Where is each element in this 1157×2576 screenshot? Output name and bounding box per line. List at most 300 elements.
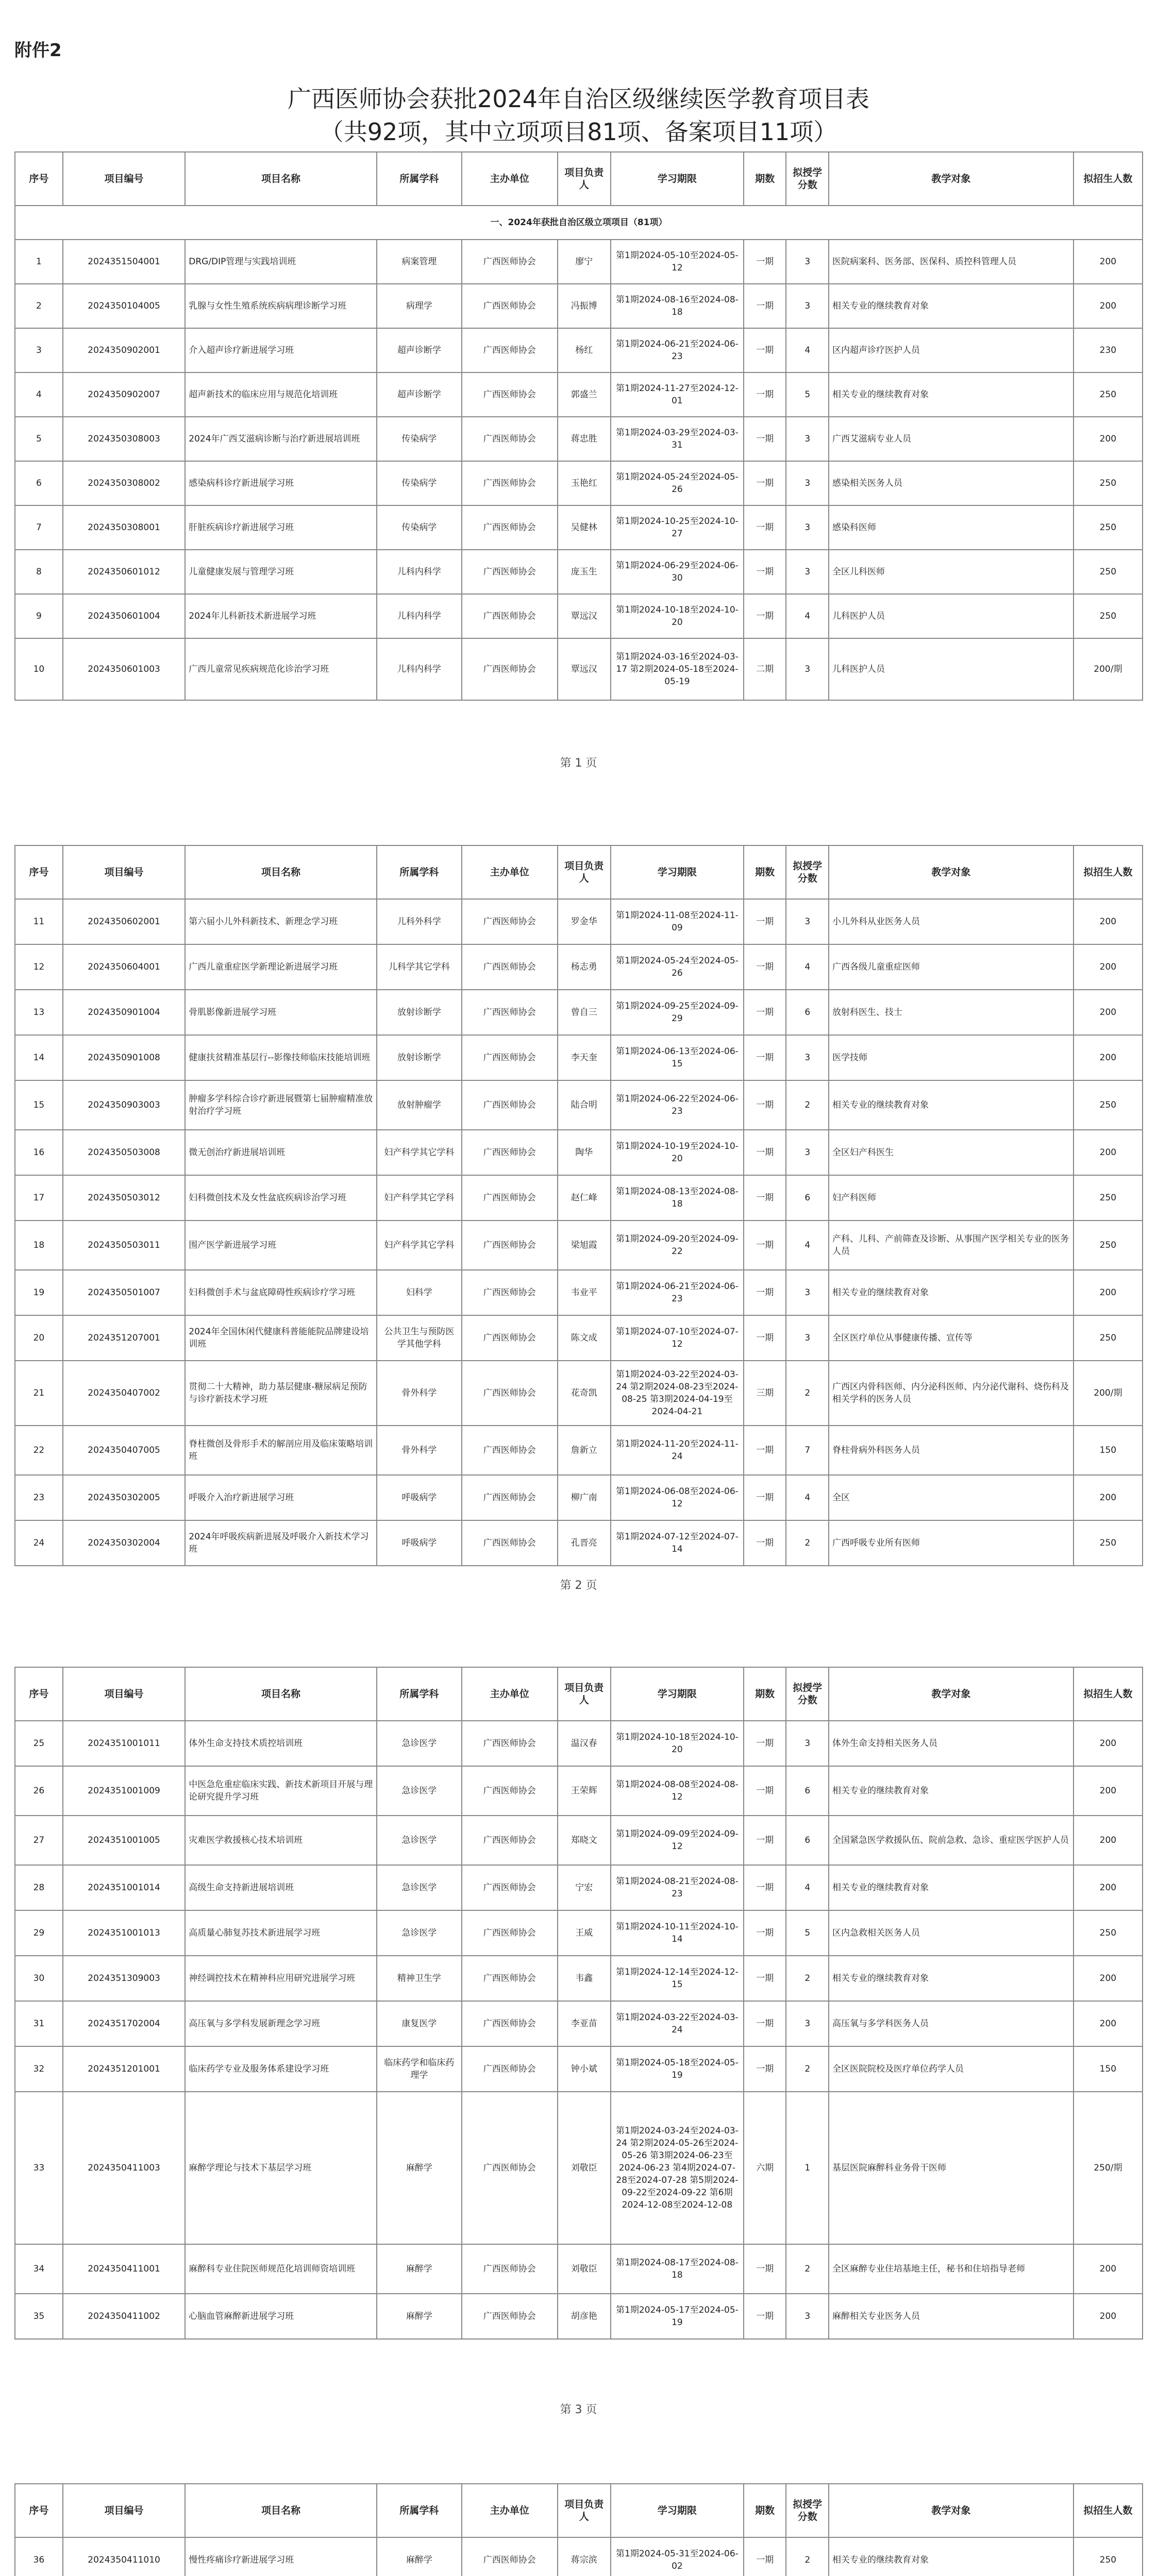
header-row [15,2484,1143,2537]
column-header: 学习期限 [611,845,744,899]
project-table-page-4 [14,2483,1143,2576]
cell-name: 神经调控技术在精神科应用研究进展学习班 [185,1956,377,2001]
cell-period: 第1期2024-08-17至2024-08-18 [611,2244,744,2294]
cell-credit: 2 [786,2244,829,2294]
cell-no: 8 [15,550,63,594]
cell-subject: 传染病学 [377,417,462,461]
cell-period: 第1期2024-06-22至2024-06-23 [611,1080,744,1130]
cell-times: 一期 [744,1721,786,1766]
cell-lead: 刘敬臣 [558,2092,611,2244]
cell-name: 儿童健康发展与管理学习班 [185,550,377,594]
cell-no: 32 [15,2046,63,2092]
cell-code: 2024350411001 [63,2244,185,2294]
column-header: 所属学科 [377,1667,462,1721]
cell-lead: 柳广南 [558,1475,611,1520]
cell-subject: 儿科内科学 [377,594,462,638]
cell-org: 广西医师协会 [462,505,558,550]
cell-target: 儿科医护人员 [829,638,1074,700]
cell-subject: 超声诊断学 [377,328,462,372]
cell-times: 一期 [744,1766,786,1816]
cell-subject: 急诊医学 [377,1816,462,1865]
cell-num: 250 [1074,1315,1143,1361]
cell-name: 妇科微创手术与盆底障碍性疾病诊疗学习班 [185,1270,377,1315]
cell-times: 一期 [744,2244,786,2294]
cell-code: 2024350902001 [63,328,185,372]
cell-no: 18 [15,1221,63,1270]
cell-subject: 骨外科学 [377,1361,462,1426]
cell-period: 第1期2024-07-12至2024-07-14 [611,1520,744,1566]
cell-credit: 7 [786,1426,829,1475]
cell-no: 1 [15,240,63,284]
cell-times: 一期 [744,1130,786,1175]
cell-credit: 3 [786,2001,829,2046]
cell-period: 第1期2024-06-13至2024-06-15 [611,1035,744,1080]
cell-lead: 花奇凯 [558,1361,611,1426]
cell-name: 2024年广西艾滋病诊断与治疗新进展培训班 [185,417,377,461]
column-header: 所属学科 [377,2484,462,2537]
cell-org: 广西医师协会 [462,1816,558,1865]
cell-name: 脊柱微创及骨形手术的解剖应用及临床策略培训班 [185,1426,377,1475]
cell-period: 第1期2024-11-27至2024-12-01 [611,372,744,417]
cell-credit: 3 [786,1270,829,1315]
cell-lead: 刘敬臣 [558,2244,611,2294]
cell-period: 第1期2024-10-18至2024-10-20 [611,1721,744,1766]
cell-target: 高压氧与多学科医务人员 [829,2001,1074,2046]
cell-times: 一期 [744,505,786,550]
cell-num: 200 [1074,944,1143,990]
document-title: 广西医师协会获批2024年自治区级继续医学教育项目表 [287,85,870,113]
cell-target: 小儿外科从业医务人员 [829,899,1074,944]
column-header: 项目负责人 [558,152,611,206]
cell-name: 心脑血管麻醉新进展学习班 [185,2294,377,2339]
cell-num: 250 [1074,2537,1143,2576]
cell-credit: 4 [786,594,829,638]
cell-subject: 儿科外科学 [377,899,462,944]
cell-subject: 麻醉学 [377,2537,462,2576]
cell-times: 一期 [744,2294,786,2339]
cell-period: 第1期2024-08-21至2024-08-23 [611,1865,744,1910]
cell-times: 一期 [744,372,786,417]
cell-num: 250 [1074,1175,1143,1221]
cell-num: 200 [1074,1721,1143,1766]
cell-lead: 覃远汉 [558,638,611,700]
cell-lead: 郑晓文 [558,1816,611,1865]
cell-name: 高质量心肺复苏技术新进展学习班 [185,1910,377,1956]
cell-lead: 蒋宗滨 [558,2537,611,2576]
cell-name: 慢性疼痛诊疗新进展学习班 [185,2537,377,2576]
cell-num: 200 [1074,1270,1143,1315]
cell-period: 第1期2024-06-08至2024-06-12 [611,1475,744,1520]
cell-code: 2024351702004 [63,2001,185,2046]
cell-credit: 3 [786,638,829,700]
cell-times: 一期 [744,240,786,284]
cell-name: 肝脏疾病诊疗新进展学习班 [185,505,377,550]
cell-times: 六期 [744,2092,786,2244]
table-row [15,944,1143,990]
table-row [15,1816,1143,1865]
cell-lead: 梁旭霞 [558,1221,611,1270]
cell-name: 第六届小儿外科新技术、新理念学习班 [185,899,377,944]
cell-num: 250 [1074,594,1143,638]
cell-target: 相关专业的继续教育对象 [829,2537,1074,2576]
cell-no: 5 [15,417,63,461]
cell-num: 200/期 [1074,1361,1143,1426]
cell-credit: 4 [786,1475,829,1520]
cell-target: 广西艾滋病专业人员 [829,417,1074,461]
cell-num: 200 [1074,2244,1143,2294]
cell-no: 31 [15,2001,63,2046]
cell-credit: 3 [786,284,829,328]
cell-name: 麻醉学理论与技术下基层学习班 [185,2092,377,2244]
cell-org: 广西医师协会 [462,1080,558,1130]
cell-num: 250 [1074,1910,1143,1956]
cell-lead: 赵仁峰 [558,1175,611,1221]
cell-target: 妇产科医师 [829,1175,1074,1221]
cell-name: DRG/DIP管理与实践培训班 [185,240,377,284]
cell-code: 2024350503011 [63,1221,185,1270]
cell-org: 广西医师协会 [462,594,558,638]
cell-target: 全区妇产科医生 [829,1130,1074,1175]
cell-code: 2024351504001 [63,240,185,284]
cell-num: 200 [1074,1475,1143,1520]
cell-num: 200 [1074,990,1143,1035]
cell-code: 2024350901004 [63,990,185,1035]
cell-code: 2024350503012 [63,1175,185,1221]
cell-subject: 临床药学和临床药理学 [377,2046,462,2092]
cell-no: 12 [15,944,63,990]
cell-period: 第1期2024-05-24至2024-05-26 [611,461,744,505]
cell-credit: 3 [786,1035,829,1080]
cell-code: 2024350411002 [63,2294,185,2339]
table-row [15,1221,1143,1270]
table-row [15,1080,1143,1130]
cell-target: 相关专业的继续教育对象 [829,1956,1074,2001]
table-row [15,1270,1143,1315]
cell-lead: 吴健林 [558,505,611,550]
cell-code: 2024350601004 [63,594,185,638]
cell-target: 广西各级儿童重症医师 [829,944,1074,990]
cell-num: 200 [1074,284,1143,328]
cell-no: 22 [15,1426,63,1475]
cell-credit: 2 [786,1520,829,1566]
cell-name: 高压氧与多学科发展新理念学习班 [185,2001,377,2046]
table-row [15,2537,1143,2576]
cell-credit: 5 [786,1910,829,1956]
column-header: 拟授学分数 [786,152,829,206]
header-row [15,152,1143,206]
column-header: 项目编号 [63,1667,185,1721]
cell-org: 广西医师协会 [462,2092,558,2244]
cell-target: 相关专业的继续教育对象 [829,1865,1074,1910]
cell-code: 2024350302005 [63,1475,185,1520]
cell-credit: 1 [786,2092,829,2244]
cell-num: 200 [1074,1035,1143,1080]
cell-subject: 呼吸病学 [377,1520,462,1566]
cell-target: 区内超声诊疗医护人员 [829,328,1074,372]
cell-code: 2024351201001 [63,2046,185,2092]
cell-times: 一期 [744,1080,786,1130]
table-row [15,899,1143,944]
cell-lead: 陈文成 [558,1315,611,1361]
column-header: 项目编号 [63,2484,185,2537]
cell-credit: 3 [786,550,829,594]
cell-no: 4 [15,372,63,417]
cell-subject: 急诊医学 [377,1865,462,1910]
cell-subject: 超声诊断学 [377,372,462,417]
cell-no: 28 [15,1865,63,1910]
cell-times: 一期 [744,1475,786,1520]
table-row [15,1361,1143,1426]
cell-times: 二期 [744,638,786,700]
page-number: 第 3 页 [560,2403,597,2416]
cell-target: 医院病案科、医务部、医保科、质控科管理人员 [829,240,1074,284]
cell-lead: 陆合明 [558,1080,611,1130]
table-row [15,372,1143,417]
cell-no: 17 [15,1175,63,1221]
cell-name: 肿瘤多学科综合诊疗新进展暨第七届肿瘤精准放射治疗学习班 [185,1080,377,1130]
cell-no: 33 [15,2092,63,2244]
cell-credit: 4 [786,328,829,372]
column-header: 序号 [15,2484,63,2537]
cell-times: 三期 [744,1361,786,1426]
cell-name: 2024年全国休闲代健康科普能能院品牌建设培训班 [185,1315,377,1361]
column-header: 项目编号 [63,845,185,899]
cell-code: 2024350601003 [63,638,185,700]
cell-target: 体外生命支持相关医务人员 [829,1721,1074,1766]
table-row [15,2046,1143,2092]
table-row [15,505,1143,550]
column-header: 项目编号 [63,152,185,206]
cell-period: 第1期2024-06-21至2024-06-23 [611,1270,744,1315]
cell-credit: 3 [786,1130,829,1175]
cell-period: 第1期2024-06-29至2024-06-30 [611,550,744,594]
column-header: 项目名称 [185,1667,377,1721]
cell-org: 广西医师协会 [462,2537,558,2576]
cell-subject: 病案管理 [377,240,462,284]
table-row [15,1315,1143,1361]
cell-code: 2024350407002 [63,1361,185,1426]
cell-lead: 郭盛兰 [558,372,611,417]
cell-target: 全区 [829,1475,1074,1520]
cell-credit: 6 [786,1175,829,1221]
cell-no: 20 [15,1315,63,1361]
cell-period: 第1期2024-10-11至2024-10-14 [611,1910,744,1956]
cell-times: 一期 [744,1315,786,1361]
cell-code: 2024350901008 [63,1035,185,1080]
cell-times: 一期 [744,1910,786,1956]
cell-code: 2024350308002 [63,461,185,505]
cell-subject: 急诊医学 [377,1910,462,1956]
cell-target: 儿科医护人员 [829,594,1074,638]
column-header: 拟授学分数 [786,2484,829,2537]
cell-num: 200 [1074,1865,1143,1910]
cell-num: 200 [1074,1130,1143,1175]
cell-name: 围产医学新进展学习班 [185,1221,377,1270]
table-row [15,990,1143,1035]
cell-no: 9 [15,594,63,638]
cell-period: 第1期2024-03-24至2024-03-24 第2期2024-05-26至2024-05-26 第3期2024-06-23至2024-06-23 第4期2024-07-28至2024-07-28 第5期2024-09-22至2024-09-22 第6期2024-12-08至2024-12-08 [611,2092,744,2244]
cell-no: 34 [15,2244,63,2294]
cell-no: 21 [15,1361,63,1426]
table-row [15,284,1143,328]
cell-org: 广西医师协会 [462,1426,558,1475]
header-row [15,1667,1143,1721]
cell-credit: 6 [786,1766,829,1816]
cell-period: 第1期2024-11-08至2024-11-09 [611,899,744,944]
cell-name: 微无创治疗新进展培训班 [185,1130,377,1175]
cell-credit: 3 [786,417,829,461]
cell-org: 广西医师协会 [462,372,558,417]
column-header: 序号 [15,845,63,899]
table-row [15,1426,1143,1475]
cell-org: 广西医师协会 [462,1315,558,1361]
table-row [15,2001,1143,2046]
cell-subject: 病理学 [377,284,462,328]
column-header: 项目名称 [185,845,377,899]
cell-org: 广西医师协会 [462,240,558,284]
column-header: 学习期限 [611,2484,744,2537]
cell-no: 27 [15,1816,63,1865]
cell-period: 第1期2024-09-09至2024-09-12 [611,1816,744,1865]
cell-target: 感染科医师 [829,505,1074,550]
column-header: 期数 [744,2484,786,2537]
cell-credit: 2 [786,1080,829,1130]
cell-code: 2024350411010 [63,2537,185,2576]
cell-code: 2024350308003 [63,417,185,461]
cell-target: 全区医院院校及医疗单位药学人员 [829,2046,1074,2092]
cell-code: 2024351309003 [63,1956,185,2001]
cell-period: 第1期2024-03-29至2024-03-31 [611,417,744,461]
cell-target: 放射科医生、技士 [829,990,1074,1035]
cell-credit: 2 [786,2046,829,2092]
cell-no: 10 [15,638,63,700]
cell-target: 相关专业的继续教育对象 [829,372,1074,417]
cell-period: 第1期2024-09-20至2024-09-22 [611,1221,744,1270]
cell-subject: 传染病学 [377,461,462,505]
table-row [15,417,1143,461]
table-row [15,1475,1143,1520]
cell-times: 一期 [744,417,786,461]
table-row [15,1520,1143,1566]
cell-code: 2024350503008 [63,1130,185,1175]
cell-subject: 放射诊断学 [377,990,462,1035]
cell-credit: 3 [786,899,829,944]
cell-org: 广西医师协会 [462,328,558,372]
cell-target: 脊柱骨病外科医务人员 [829,1426,1074,1475]
cell-subject: 放射肿瘤学 [377,1080,462,1130]
column-header: 序号 [15,152,63,206]
cell-period: 第1期2024-09-25至2024-09-29 [611,990,744,1035]
column-header: 拟招生人数 [1074,1667,1143,1721]
column-header: 学习期限 [611,152,744,206]
cell-lead: 韦鑫 [558,1956,611,2001]
cell-target: 相关专业的继续教育对象 [829,1270,1074,1315]
cell-times: 一期 [744,328,786,372]
cell-no: 6 [15,461,63,505]
header-row [15,845,1143,899]
cell-credit: 3 [786,1315,829,1361]
cell-no: 13 [15,990,63,1035]
cell-target: 医学技师 [829,1035,1074,1080]
cell-code: 2024350501007 [63,1270,185,1315]
column-header: 教学对象 [829,2484,1074,2537]
cell-period: 第1期2024-03-22至2024-03-24 第2期2024-08-23至2024-08-25 第3期2024-04-19至2024-04-21 [611,1361,744,1426]
cell-num: 230 [1074,328,1143,372]
cell-num: 250 [1074,550,1143,594]
cell-org: 广西医师协会 [462,944,558,990]
cell-code: 2024350104005 [63,284,185,328]
table-row [15,2244,1143,2294]
cell-org: 广西医师协会 [462,2001,558,2046]
table-row [15,1766,1143,1816]
column-header: 期数 [744,845,786,899]
cell-subject: 康复医学 [377,2001,462,2046]
cell-target: 相关专业的继续教育对象 [829,284,1074,328]
cell-code: 2024350601012 [63,550,185,594]
cell-org: 广西医师协会 [462,2294,558,2339]
cell-subject: 妇产科学其它学科 [377,1175,462,1221]
column-header: 主办单位 [462,152,558,206]
cell-num: 250 [1074,1221,1143,1270]
table-row [15,240,1143,284]
cell-name: 超声新技术的临床应用与规范化培训班 [185,372,377,417]
cell-times: 一期 [744,1865,786,1910]
cell-lead: 韦业平 [558,1270,611,1315]
cell-code: 2024350407005 [63,1426,185,1475]
cell-org: 广西医师协会 [462,899,558,944]
cell-target: 产科、儿科、产前筛查及诊断、从事围产医学相关专业的医务人员 [829,1221,1074,1270]
cell-times: 一期 [744,2537,786,2576]
cell-lead: 孔晋亮 [558,1520,611,1566]
cell-num: 150 [1074,2046,1143,2092]
column-header: 教学对象 [829,152,1074,206]
attachment-label: 附件2 [14,40,62,61]
cell-code: 2024350903003 [63,1080,185,1130]
cell-name: 灾难医学救援核心技术培训班 [185,1816,377,1865]
cell-period: 第1期2024-05-18至2024-05-19 [611,2046,744,2092]
table-row [15,1721,1143,1766]
cell-no: 23 [15,1475,63,1520]
cell-lead: 李天奎 [558,1035,611,1080]
cell-period: 第1期2024-11-20至2024-11-24 [611,1426,744,1475]
cell-org: 广西医师协会 [462,461,558,505]
cell-name: 介入超声诊疗新进展学习班 [185,328,377,372]
cell-credit: 2 [786,1361,829,1426]
project-table-page-3 [14,1667,1143,2340]
cell-org: 广西医师协会 [462,1520,558,1566]
cell-num: 200 [1074,1766,1143,1816]
cell-times: 一期 [744,1270,786,1315]
cell-no: 11 [15,899,63,944]
cell-period: 第1期2024-10-19至2024-10-20 [611,1130,744,1175]
cell-org: 广西医师协会 [462,284,558,328]
cell-target: 区内急救相关医务人员 [829,1910,1074,1956]
cell-num: 250 [1074,1080,1143,1130]
column-header: 主办单位 [462,1667,558,1721]
column-header: 学习期限 [611,1667,744,1721]
cell-code: 2024350602001 [63,899,185,944]
cell-target: 相关专业的继续教育对象 [829,1766,1074,1816]
cell-lead: 王威 [558,1910,611,1956]
cell-lead: 曾自三 [558,990,611,1035]
cell-subject: 儿科学其它学科 [377,944,462,990]
column-header: 拟招生人数 [1074,2484,1143,2537]
project-table-page-1 [14,151,1143,701]
column-header: 所属学科 [377,152,462,206]
cell-subject: 妇科学 [377,1270,462,1315]
cell-period: 第1期2024-10-25至2024-10-27 [611,505,744,550]
cell-code: 2024350411003 [63,2092,185,2244]
